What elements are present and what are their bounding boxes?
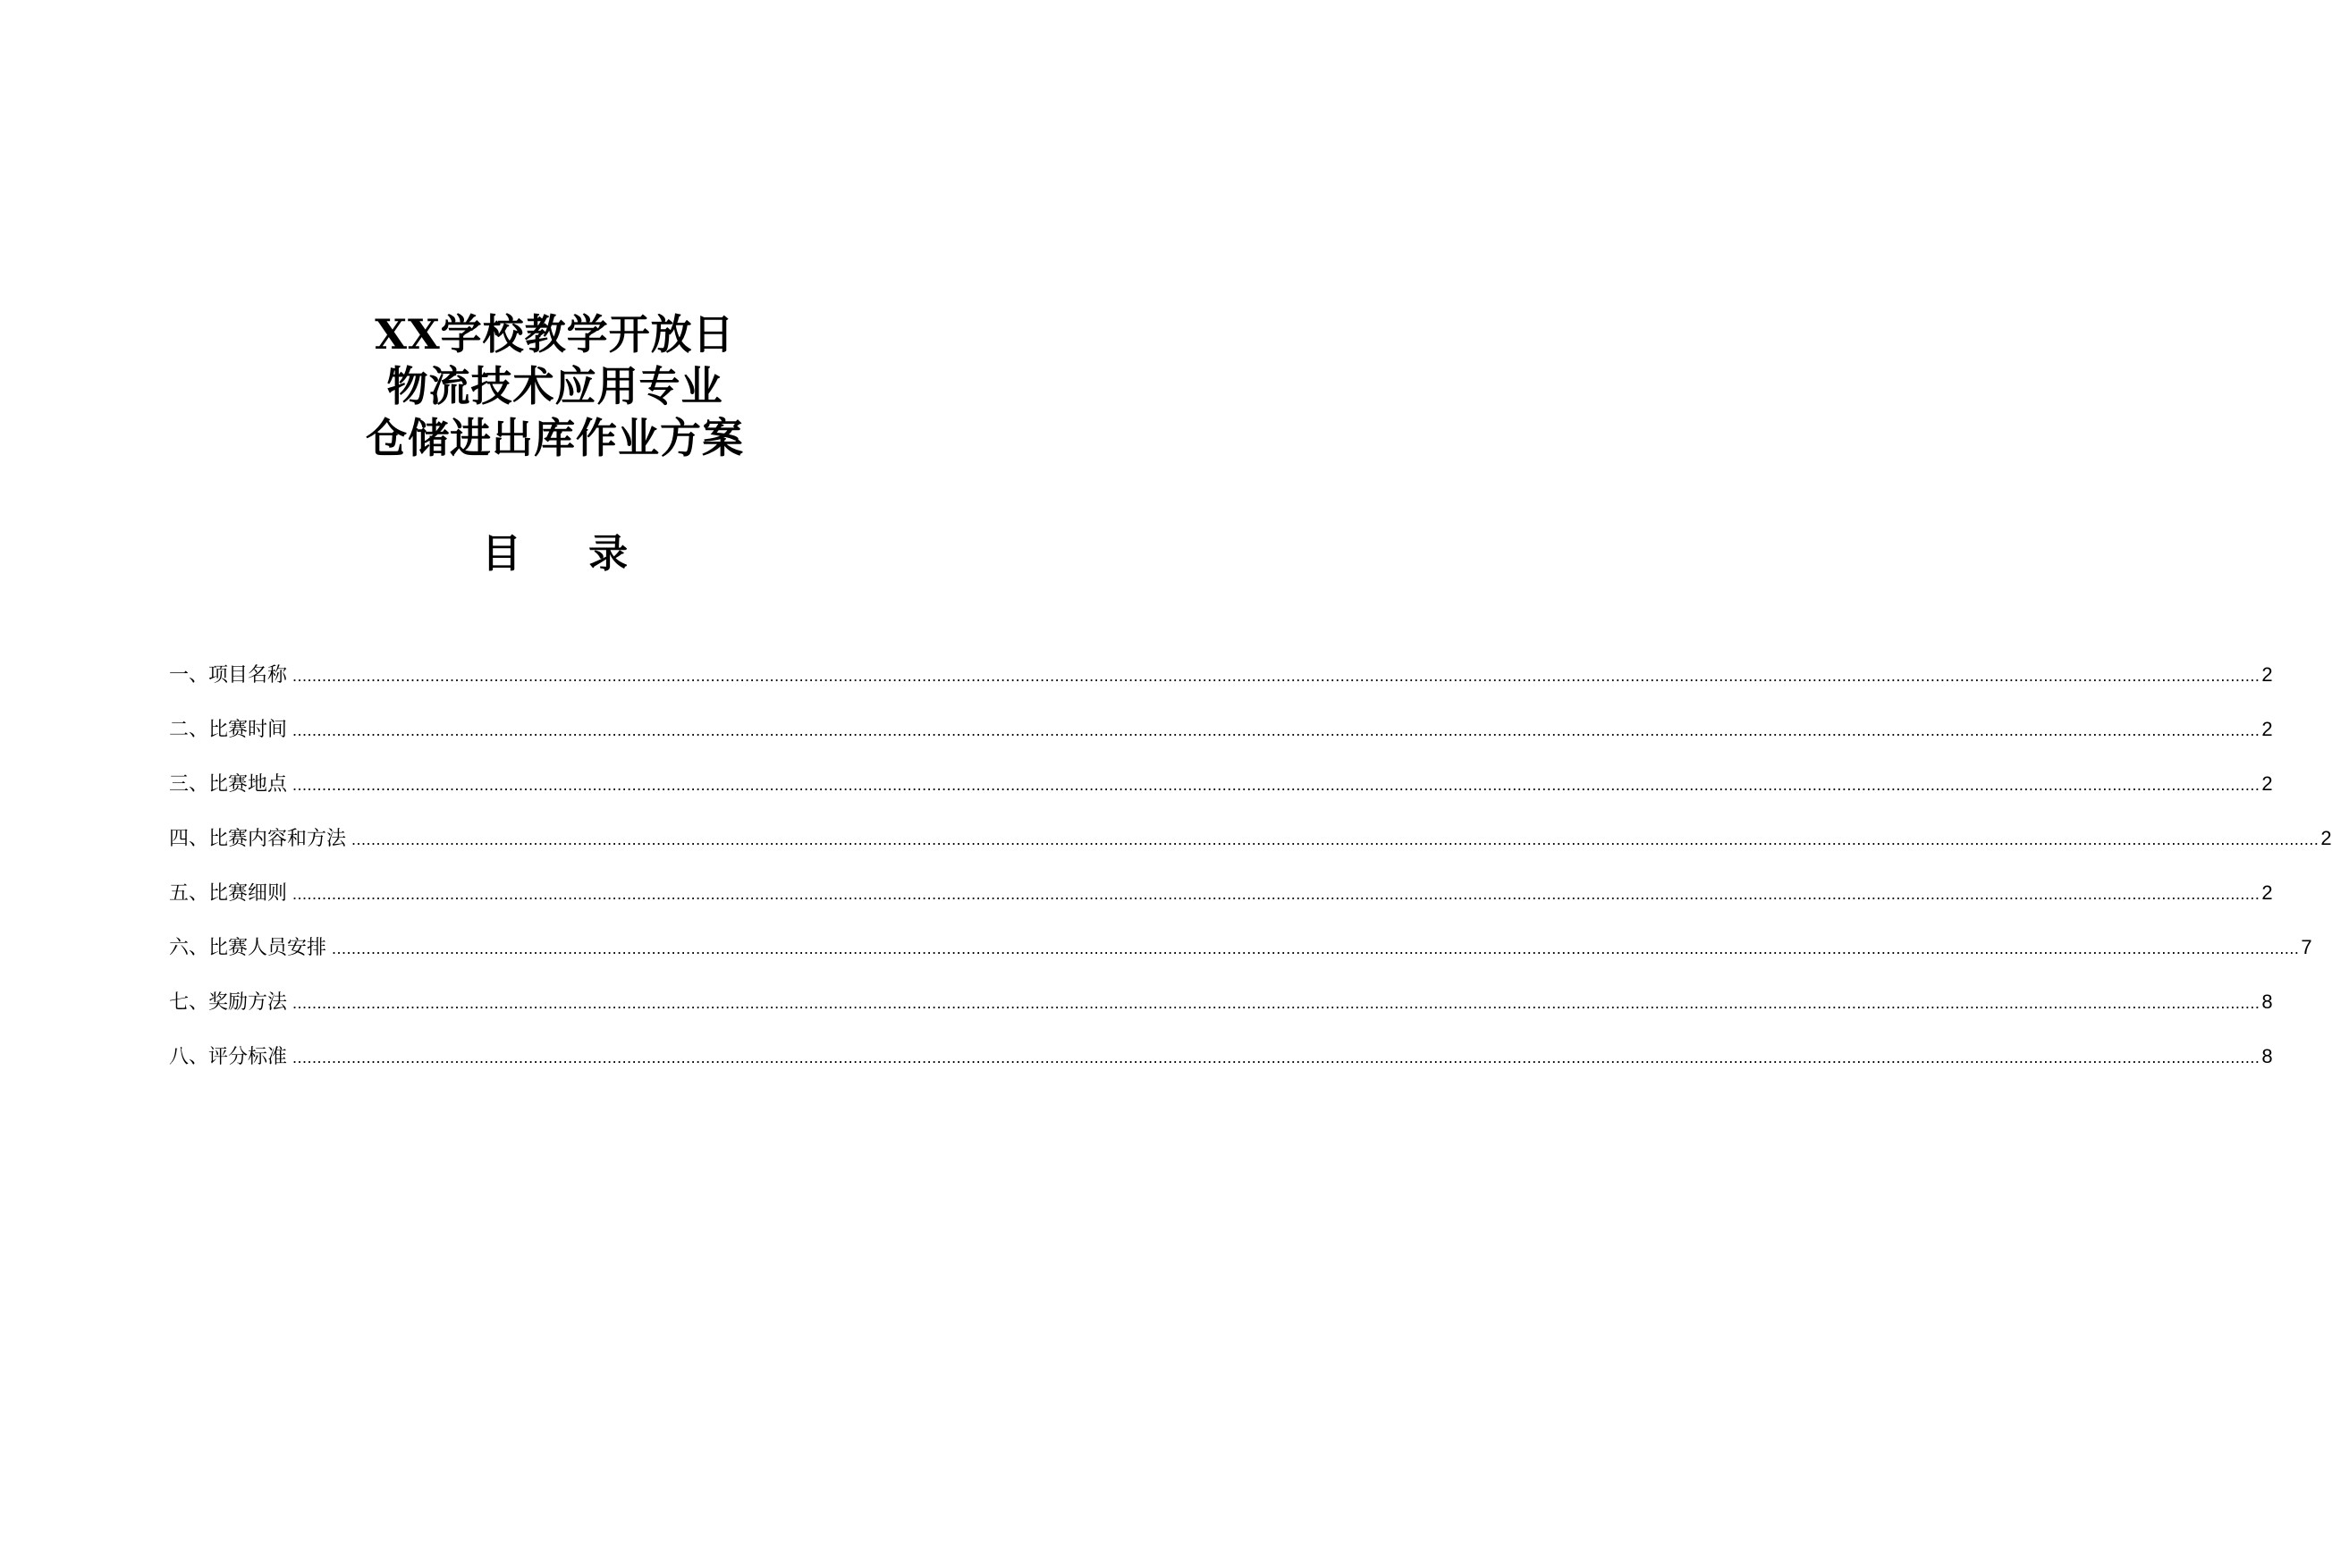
toc-entry-title: 一、项目名称 (169, 664, 288, 687)
toc-dot-leader: ................................................................................................................................................................................................................................................................................................................................................................................................................ (332, 940, 2300, 957)
toc-entry-title: 二、比赛时间 (169, 719, 288, 741)
toc-entry-title: 七、奖励方法 (169, 991, 288, 1014)
toc-page-number: 2 (2261, 881, 2273, 904)
toc-entry-title: 六、比赛人员安排 (169, 937, 327, 959)
title-line-school: XX学校教学开放日 (375, 310, 735, 358)
toc-page-number: 2 (2261, 663, 2273, 686)
toc-dot-leader: ................................................................................................................................................................................................................................................................................................................................................................................................................ (292, 721, 2260, 739)
toc-dot-leader: ................................................................................................................................................................................................................................................................................................................................................................................................................ (292, 885, 2260, 903)
toc-dot-leader: ................................................................................................................................................................................................................................................................................................................................................................................................................ (292, 667, 2260, 685)
toc-page-number: 2 (2320, 827, 2332, 849)
title-line-plan: 仓储进出库作业方案 (366, 414, 744, 462)
toc-page-number: 8 (2261, 991, 2273, 1013)
title-line-major: 物流技术应用专业 (386, 362, 723, 410)
toc-entry[interactable] (169, 662, 2273, 716)
toc-dot-leader: ................................................................................................................................................................................................................................................................................................................................................................................................................ (351, 830, 2319, 848)
toc-dot-leader: ................................................................................................................................................................................................................................................................................................................................................................................................................ (292, 994, 2260, 1012)
toc-entry-title: 四、比赛内容和方法 (169, 828, 347, 850)
toc-entry[interactable] (169, 825, 2332, 880)
table-of-contents (169, 662, 2332, 1098)
toc-dot-leader: ................................................................................................................................................................................................................................................................................................................................................................................................................ (292, 776, 2260, 794)
toc-entry[interactable] (169, 934, 2312, 989)
document-title (0, 308, 1110, 464)
toc-dot-leader: ................................................................................................................................................................................................................................................................................................................................................................................................................ (292, 1049, 2260, 1066)
toc-entry-title: 八、评分标准 (169, 1046, 288, 1068)
toc-entry[interactable] (169, 880, 2273, 934)
toc-heading: 目 录 (481, 531, 655, 577)
toc-page-number: 2 (2261, 772, 2273, 795)
toc-entry-title: 三、比赛地点 (169, 773, 288, 796)
toc-page-number: 8 (2261, 1045, 2273, 1067)
toc-page-number: 2 (2261, 718, 2273, 740)
toc-entry-title: 五、比赛细则 (169, 882, 288, 905)
toc-page-number: 7 (2301, 936, 2312, 958)
toc-entry[interactable] (169, 716, 2273, 771)
toc-entry[interactable] (169, 1043, 2273, 1098)
toc-entry[interactable] (169, 771, 2273, 825)
toc-entry[interactable] (169, 989, 2273, 1043)
